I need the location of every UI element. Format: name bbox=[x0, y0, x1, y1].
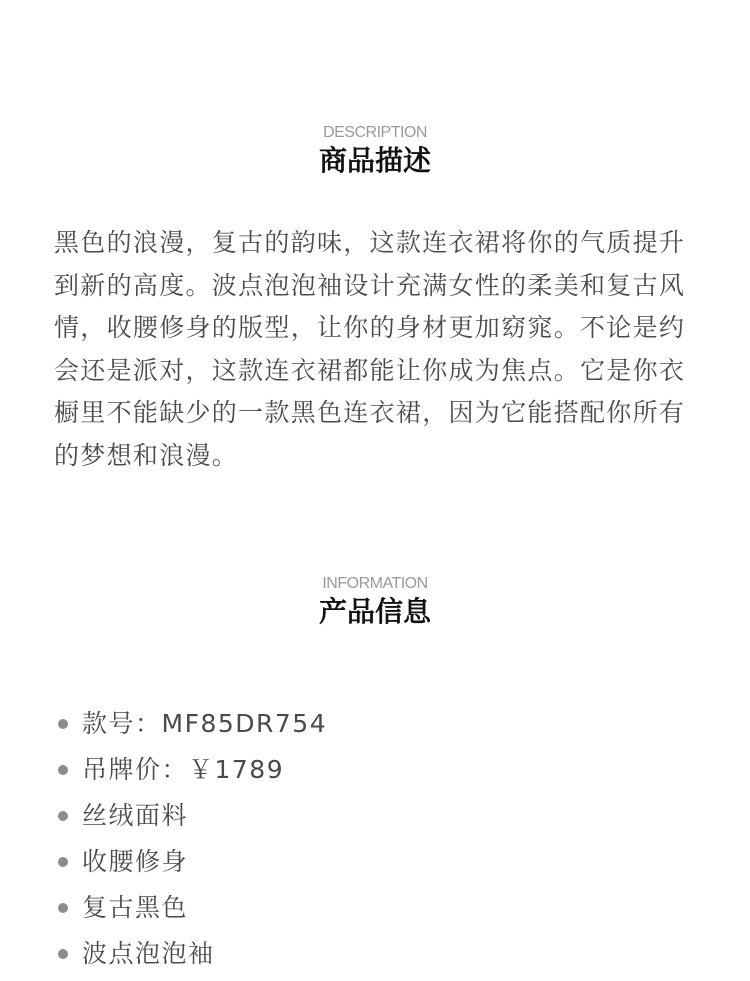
bullet-icon bbox=[58, 903, 68, 913]
information-label-en: INFORMATION bbox=[322, 575, 428, 592]
description-title: 商品描述 bbox=[318, 144, 431, 177]
info-item-fabric bbox=[56, 793, 327, 839]
bullet-icon bbox=[58, 719, 68, 729]
bullet-icon bbox=[58, 949, 68, 959]
information-title: 产品信息 bbox=[318, 595, 431, 628]
description-label-en: DESCRIPTION bbox=[323, 124, 427, 141]
description-header bbox=[0, 124, 750, 178]
info-item-sleeve bbox=[56, 931, 327, 977]
description-text: 黑色的浪漫，复古的韵味，这款连衣裙将你的气质提升到新的高度。波点泡泡袖设计充满女性的柔美和复古风情，收腰修身的版型，让你的身材更加窈窕。不论是约会还是派对，这款连衣裙都能让你成为焦点。它是你衣橱里不能缺少的一款黑色连衣裙，因为它能搭配你所有的梦想和浪漫。 bbox=[54, 228, 686, 470]
information-header bbox=[0, 575, 750, 629]
info-item-text: 复古黑色 bbox=[82, 893, 189, 922]
bullet-icon bbox=[58, 857, 68, 867]
info-item-style-number bbox=[56, 701, 327, 747]
info-item-text: 款号：MF85DR754 bbox=[82, 709, 328, 738]
info-item-text: 吊牌价：￥1789 bbox=[82, 755, 285, 784]
info-item-color bbox=[56, 885, 327, 931]
bullet-icon bbox=[58, 765, 68, 775]
bullet-icon bbox=[58, 811, 68, 821]
info-item-tag-price bbox=[56, 747, 327, 793]
info-item-text: 丝绒面料 bbox=[82, 801, 189, 830]
info-item-text: 收腰修身 bbox=[82, 847, 189, 876]
product-info-list bbox=[56, 701, 327, 977]
info-item-fit bbox=[56, 839, 327, 885]
info-item-text: 波点泡泡袖 bbox=[82, 939, 215, 968]
